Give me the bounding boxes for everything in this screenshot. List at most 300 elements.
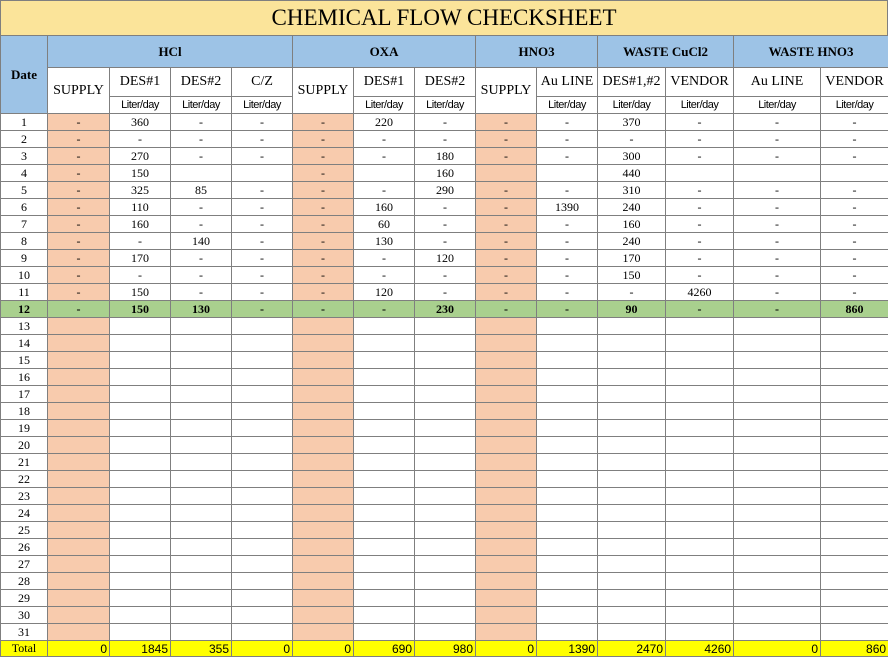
table-cell (734, 369, 821, 386)
table-cell: - (821, 284, 888, 301)
table-cell: - (734, 182, 821, 199)
table-cell: 120 (354, 284, 415, 301)
table-cell: - (354, 148, 415, 165)
col-oxa-des1: DES#1 (354, 68, 415, 97)
table-cell: - (171, 114, 232, 131)
table-cell (537, 420, 598, 437)
table-cell: - (48, 284, 110, 301)
table-cell (354, 522, 415, 539)
table-cell: - (293, 267, 354, 284)
table-cell (666, 624, 734, 641)
total-cell: 1845 (110, 641, 171, 657)
table-cell (598, 437, 666, 454)
table-cell (537, 539, 598, 556)
table-cell (734, 318, 821, 335)
group-waste-cucl2: WASTE CuCl2 (598, 36, 734, 68)
table-cell (415, 420, 476, 437)
day-cell: 31 (1, 624, 48, 641)
table-cell: - (293, 233, 354, 250)
table-cell: - (476, 148, 537, 165)
table-cell (537, 522, 598, 539)
table-cell (598, 505, 666, 522)
table-cell (354, 403, 415, 420)
table-cell: 130 (354, 233, 415, 250)
table-cell (293, 471, 354, 488)
table-cell (110, 505, 171, 522)
table-cell: 160 (354, 199, 415, 216)
day-cell: 23 (1, 488, 48, 505)
day-cell: 16 (1, 369, 48, 386)
col-hcl-des2: DES#2 (171, 68, 232, 97)
table-cell (598, 488, 666, 505)
table-row (1, 233, 888, 250)
table-cell (354, 607, 415, 624)
table-cell: - (821, 148, 888, 165)
day-cell: 10 (1, 267, 48, 284)
table-cell: 130 (171, 301, 232, 318)
table-cell: - (537, 216, 598, 233)
col-whno3-vendor: VENDOR (821, 68, 888, 97)
table-cell (476, 386, 537, 403)
table-cell: - (110, 233, 171, 250)
table-cell: - (293, 284, 354, 301)
table-cell (537, 403, 598, 420)
table-row (1, 114, 888, 131)
table-cell: - (232, 199, 293, 216)
table-cell: - (48, 301, 110, 318)
table-cell: - (734, 148, 821, 165)
table-cell (48, 335, 110, 352)
table-cell (598, 335, 666, 352)
table-cell (537, 590, 598, 607)
table-row (1, 573, 888, 590)
table-cell (666, 386, 734, 403)
table-cell: - (537, 233, 598, 250)
table-cell: - (537, 250, 598, 267)
table-cell (171, 437, 232, 454)
table-cell: - (598, 284, 666, 301)
total-cell: 0 (476, 641, 537, 657)
table-cell: 290 (415, 182, 476, 199)
table-cell: - (537, 148, 598, 165)
table-cell (598, 352, 666, 369)
table-cell: - (293, 216, 354, 233)
table-cell (666, 352, 734, 369)
table-cell (415, 573, 476, 590)
table-cell (537, 335, 598, 352)
unit-label: Liter/day (171, 97, 232, 114)
day-cell: 19 (1, 420, 48, 437)
table-cell (110, 369, 171, 386)
table-cell (232, 607, 293, 624)
table-cell (734, 573, 821, 590)
table-cell: - (821, 216, 888, 233)
table-cell (415, 454, 476, 471)
table-cell (110, 318, 171, 335)
table-cell: - (476, 233, 537, 250)
group-header-row (1, 36, 888, 68)
table-cell: - (415, 284, 476, 301)
table-cell: - (537, 284, 598, 301)
table-cell: - (415, 233, 476, 250)
table-cell (666, 318, 734, 335)
table-cell: - (476, 250, 537, 267)
day-cell: 22 (1, 471, 48, 488)
table-cell (232, 403, 293, 420)
table-cell (821, 454, 888, 471)
table-cell: - (734, 284, 821, 301)
day-cell: 14 (1, 335, 48, 352)
group-waste-hno3: WASTE HNO3 (734, 36, 888, 68)
table-cell: - (171, 216, 232, 233)
col-oxa-des2: DES#2 (415, 68, 476, 97)
table-cell: - (48, 131, 110, 148)
table-cell (293, 386, 354, 403)
table-cell (171, 488, 232, 505)
table-cell (415, 539, 476, 556)
table-cell (293, 590, 354, 607)
table-cell: 150 (110, 165, 171, 182)
table-cell: - (171, 284, 232, 301)
day-cell: 27 (1, 556, 48, 573)
table-cell (110, 420, 171, 437)
table-cell: - (293, 199, 354, 216)
table-row (1, 165, 888, 182)
unit-label: Liter/day (415, 97, 476, 114)
table-cell (734, 505, 821, 522)
day-cell: 5 (1, 182, 48, 199)
table-cell (537, 607, 598, 624)
table-cell (666, 607, 734, 624)
table-cell (598, 471, 666, 488)
table-cell (537, 624, 598, 641)
table-cell (734, 165, 821, 182)
table-cell (734, 403, 821, 420)
table-cell: - (48, 165, 110, 182)
table-cell (415, 403, 476, 420)
table-cell: - (415, 267, 476, 284)
unit-label: Liter/day (537, 97, 598, 114)
table-cell (734, 335, 821, 352)
table-cell (110, 471, 171, 488)
table-cell (354, 335, 415, 352)
table-cell (110, 454, 171, 471)
table-cell: 370 (598, 114, 666, 131)
table-row (1, 369, 888, 386)
unit-label: Liter/day (110, 97, 171, 114)
table-cell (598, 556, 666, 573)
table-row (1, 624, 888, 641)
table-cell (666, 539, 734, 556)
table-row (1, 267, 888, 284)
table-cell (734, 624, 821, 641)
table-cell (734, 386, 821, 403)
table-cell: - (232, 114, 293, 131)
table-cell (821, 471, 888, 488)
table-cell (354, 386, 415, 403)
col-cucl2-vendor: VENDOR (666, 68, 734, 97)
table-cell: - (48, 233, 110, 250)
table-cell (171, 539, 232, 556)
table-cell (537, 437, 598, 454)
day-cell: 25 (1, 522, 48, 539)
table-cell (110, 522, 171, 539)
table-cell (476, 590, 537, 607)
table-cell (598, 624, 666, 641)
table-cell (476, 420, 537, 437)
table-cell: - (293, 182, 354, 199)
table-cell: - (734, 216, 821, 233)
table-cell: - (476, 301, 537, 318)
table-cell (354, 539, 415, 556)
table-cell (232, 488, 293, 505)
table-cell (354, 471, 415, 488)
table-cell: - (232, 148, 293, 165)
table-cell (293, 335, 354, 352)
table-cell (110, 488, 171, 505)
table-cell (734, 539, 821, 556)
table-cell: - (666, 216, 734, 233)
table-cell: - (415, 199, 476, 216)
table-cell (232, 539, 293, 556)
col-whno3-au-line: Au LINE (734, 68, 821, 97)
table-cell (821, 539, 888, 556)
table-cell (293, 352, 354, 369)
table-cell (734, 488, 821, 505)
table-cell (354, 454, 415, 471)
table-cell (821, 335, 888, 352)
table-cell: 110 (110, 199, 171, 216)
table-cell (476, 471, 537, 488)
day-cell: 24 (1, 505, 48, 522)
table-cell: - (598, 131, 666, 148)
table-cell (48, 403, 110, 420)
table-cell: 240 (598, 199, 666, 216)
table-cell: 85 (171, 182, 232, 199)
table-cell: - (415, 216, 476, 233)
table-cell (110, 607, 171, 624)
table-cell (476, 352, 537, 369)
table-cell: - (821, 114, 888, 131)
table-cell (598, 386, 666, 403)
day-cell: 3 (1, 148, 48, 165)
table-cell: 150 (598, 267, 666, 284)
table-cell: - (110, 131, 171, 148)
col-hno3-au-line: Au LINE (537, 68, 598, 97)
table-cell (354, 590, 415, 607)
col-oxa-supply: SUPPLY (293, 68, 354, 114)
table-cell: - (734, 131, 821, 148)
table-cell (171, 556, 232, 573)
table-cell (48, 318, 110, 335)
table-cell (48, 471, 110, 488)
table-cell (293, 318, 354, 335)
table-cell: - (415, 131, 476, 148)
table-cell: - (734, 250, 821, 267)
table-cell: - (821, 199, 888, 216)
table-cell (821, 403, 888, 420)
column-header-row (1, 68, 888, 97)
table-cell (110, 403, 171, 420)
table-cell (48, 420, 110, 437)
table-cell: - (232, 301, 293, 318)
table-row (1, 148, 888, 165)
table-cell: - (821, 250, 888, 267)
unit-label: Liter/day (354, 97, 415, 114)
table-cell (666, 335, 734, 352)
table-cell (110, 556, 171, 573)
table-cell: 310 (598, 182, 666, 199)
table-cell (537, 454, 598, 471)
group-oxa: OXA (293, 36, 476, 68)
table-cell: 440 (598, 165, 666, 182)
table-cell: 120 (415, 250, 476, 267)
table-cell (232, 573, 293, 590)
table-cell (821, 386, 888, 403)
table-row (1, 420, 888, 437)
table-cell (415, 471, 476, 488)
table-cell (598, 318, 666, 335)
table-cell (666, 505, 734, 522)
table-cell (598, 573, 666, 590)
table-cell (821, 369, 888, 386)
table-cell (476, 522, 537, 539)
table-cell (48, 505, 110, 522)
table-cell (171, 369, 232, 386)
table-row (1, 131, 888, 148)
table-cell: - (293, 131, 354, 148)
table-cell (232, 522, 293, 539)
table-cell (734, 522, 821, 539)
table-cell: 160 (415, 165, 476, 182)
table-cell (734, 454, 821, 471)
table-cell (48, 624, 110, 641)
table-cell (415, 335, 476, 352)
table-cell (171, 624, 232, 641)
table-cell: - (354, 301, 415, 318)
unit-label: Liter/day (666, 97, 734, 114)
day-cell: 15 (1, 352, 48, 369)
day-cell: 21 (1, 454, 48, 471)
day-cell: 26 (1, 539, 48, 556)
table-cell: - (476, 131, 537, 148)
table-cell: - (171, 250, 232, 267)
table-cell (537, 369, 598, 386)
table-cell (734, 420, 821, 437)
table-cell: - (666, 301, 734, 318)
table-cell: - (537, 182, 598, 199)
table-cell (415, 488, 476, 505)
table-cell: - (476, 182, 537, 199)
table-cell (415, 522, 476, 539)
table-cell (48, 539, 110, 556)
date-header: Date (1, 36, 48, 114)
table-cell (232, 454, 293, 471)
total-cell: 355 (171, 641, 232, 657)
table-cell: - (232, 267, 293, 284)
table-row (1, 454, 888, 471)
table-cell: - (48, 216, 110, 233)
table-cell (666, 522, 734, 539)
unit-label: Liter/day (598, 97, 666, 114)
table-cell: - (666, 233, 734, 250)
table-cell (354, 318, 415, 335)
table-cell: - (821, 267, 888, 284)
table-cell (415, 624, 476, 641)
table-cell (293, 556, 354, 573)
total-cell: 1390 (537, 641, 598, 657)
table-cell: - (48, 267, 110, 284)
table-cell: - (666, 114, 734, 131)
table-cell (476, 505, 537, 522)
table-cell (171, 590, 232, 607)
table-cell (666, 590, 734, 607)
table-cell (476, 335, 537, 352)
table-cell: 360 (110, 114, 171, 131)
table-row (1, 318, 888, 335)
table-cell (171, 471, 232, 488)
table-cell: - (232, 233, 293, 250)
table-cell: - (821, 233, 888, 250)
table-cell (354, 352, 415, 369)
table-cell (354, 556, 415, 573)
table-cell (598, 590, 666, 607)
table-cell (293, 437, 354, 454)
table-cell (598, 420, 666, 437)
table-cell (821, 437, 888, 454)
table-cell (354, 624, 415, 641)
table-cell (598, 454, 666, 471)
col-cucl2-des12: DES#1,#2 (598, 68, 666, 97)
table-cell (232, 471, 293, 488)
table-cell: - (666, 267, 734, 284)
table-cell (734, 352, 821, 369)
table-cell (415, 352, 476, 369)
table-cell (48, 607, 110, 624)
table-cell: - (537, 301, 598, 318)
day-cell: 2 (1, 131, 48, 148)
table-cell: - (48, 250, 110, 267)
table-row (1, 199, 888, 216)
table-cell (537, 556, 598, 573)
table-cell: - (293, 250, 354, 267)
table-cell (821, 505, 888, 522)
total-cell: 980 (415, 641, 476, 657)
total-cell: 860 (821, 641, 888, 657)
table-cell: - (821, 182, 888, 199)
table-cell (171, 607, 232, 624)
table-cell (171, 454, 232, 471)
table-cell (293, 420, 354, 437)
table-cell (598, 539, 666, 556)
table-cell (48, 488, 110, 505)
table-cell (666, 420, 734, 437)
table-cell: - (666, 131, 734, 148)
table-cell (171, 420, 232, 437)
table-row (1, 386, 888, 403)
table-cell: - (476, 216, 537, 233)
table-row (1, 284, 888, 301)
table-cell (821, 573, 888, 590)
table-cell (171, 386, 232, 403)
table-cell (293, 573, 354, 590)
table-cell: - (232, 182, 293, 199)
table-cell (821, 607, 888, 624)
table-cell (476, 573, 537, 590)
table-cell: 1390 (537, 199, 598, 216)
unit-row (1, 97, 888, 114)
table-cell (110, 539, 171, 556)
